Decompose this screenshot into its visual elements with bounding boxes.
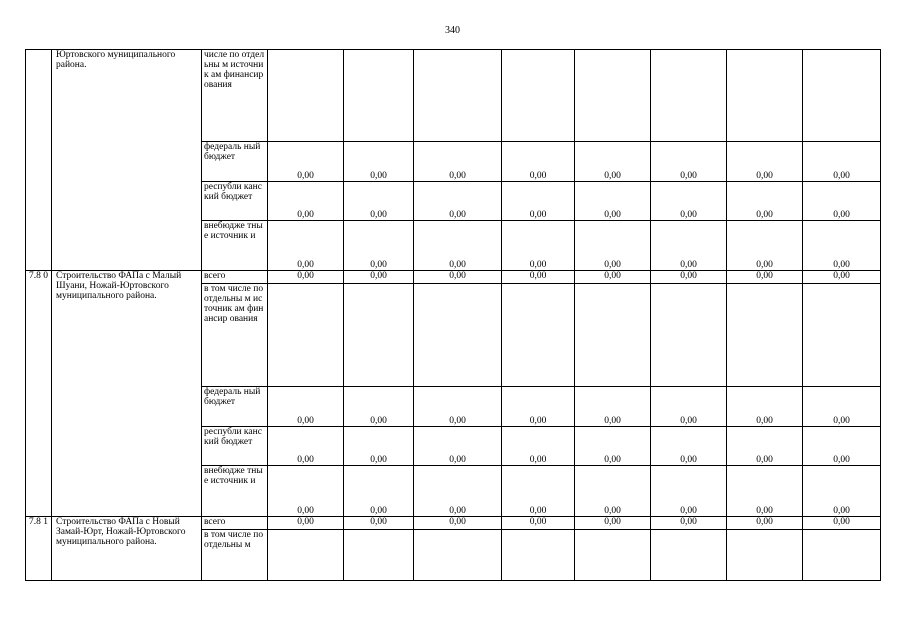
value-cell: 0,00 (268, 182, 344, 221)
value-cell: 0,00 (502, 221, 575, 271)
value-cell: 0,00 (268, 466, 344, 517)
value-cell: 0,00 (727, 387, 803, 427)
value-cell (502, 530, 575, 581)
value-cell: 0,00 (575, 221, 651, 271)
source-label-cell: внебюдже тные источник и (202, 221, 268, 271)
value-cell: 0,00 (414, 142, 502, 182)
value-cell: 0,00 (575, 427, 651, 466)
value-cell: 0,00 (575, 517, 651, 530)
value-cell (651, 284, 727, 387)
value-cell: 0,00 (803, 221, 881, 271)
row-index-cell: 7.8 0 (26, 271, 52, 517)
value-cell (344, 284, 414, 387)
value-cell: 0,00 (651, 271, 727, 284)
value-cell (575, 50, 651, 142)
table-row (26, 271, 881, 284)
value-cell (803, 530, 881, 581)
value-cell: 0,00 (502, 142, 575, 182)
value-cell: 0,00 (414, 427, 502, 466)
value-cell: 0,00 (344, 517, 414, 530)
value-cell: 0,00 (651, 517, 727, 530)
value-cell: 0,00 (803, 517, 881, 530)
value-cell (268, 284, 344, 387)
value-cell: 0,00 (651, 142, 727, 182)
source-label-cell: федераль ный бюджет (202, 387, 268, 427)
value-cell (268, 530, 344, 581)
value-cell: 0,00 (414, 271, 502, 284)
table-row (26, 517, 881, 530)
value-cell: 0,00 (344, 466, 414, 517)
value-cell (414, 530, 502, 581)
value-cell: 0,00 (414, 387, 502, 427)
value-cell (803, 284, 881, 387)
value-cell: 0,00 (803, 182, 881, 221)
value-cell: 0,00 (651, 387, 727, 427)
value-cell: 0,00 (575, 271, 651, 284)
source-label-cell: всего (202, 517, 268, 530)
value-cell: 0,00 (575, 466, 651, 517)
source-label-cell: республи канский бюджет (202, 427, 268, 466)
value-cell: 0,00 (268, 142, 344, 182)
value-cell: 0,00 (651, 221, 727, 271)
row-index-cell: 7.8 1 (26, 517, 52, 581)
value-cell (502, 284, 575, 387)
source-label-cell: в том числе по отдельны м (202, 530, 268, 581)
value-cell: 0,00 (575, 142, 651, 182)
value-cell (727, 284, 803, 387)
value-cell: 0,00 (268, 221, 344, 271)
value-cell (414, 284, 502, 387)
value-cell: 0,00 (575, 387, 651, 427)
value-cell: 0,00 (803, 427, 881, 466)
value-cell (414, 50, 502, 142)
value-cell: 0,00 (344, 271, 414, 284)
value-cell: 0,00 (268, 427, 344, 466)
value-cell: 0,00 (502, 517, 575, 530)
value-cell: 0,00 (502, 271, 575, 284)
value-cell: 0,00 (344, 427, 414, 466)
value-cell: 0,00 (414, 221, 502, 271)
source-label-cell: числе по отдельны м источник ам финансир ования (202, 50, 268, 142)
value-cell (575, 530, 651, 581)
value-cell: 0,00 (803, 271, 881, 284)
value-cell: 0,00 (268, 271, 344, 284)
value-cell (575, 284, 651, 387)
financing-table (25, 49, 881, 581)
value-cell: 0,00 (268, 517, 344, 530)
source-label-cell: федераль ный бюджет (202, 142, 268, 182)
value-cell (651, 530, 727, 581)
value-cell: 0,00 (502, 387, 575, 427)
value-cell (727, 50, 803, 142)
value-cell: 0,00 (575, 182, 651, 221)
table-row (26, 50, 881, 142)
source-label-cell: всего (202, 271, 268, 284)
value-cell: 0,00 (727, 221, 803, 271)
value-cell (502, 50, 575, 142)
value-cell: 0,00 (727, 142, 803, 182)
value-cell: 0,00 (414, 182, 502, 221)
value-cell (268, 50, 344, 142)
value-cell: 0,00 (727, 271, 803, 284)
value-cell (344, 50, 414, 142)
source-label-cell: в том числе по отдельны м источник ам финансир ования (202, 284, 268, 387)
value-cell: 0,00 (803, 466, 881, 517)
value-cell: 0,00 (727, 466, 803, 517)
value-cell: 0,00 (727, 517, 803, 530)
value-cell (344, 530, 414, 581)
value-cell: 0,00 (727, 182, 803, 221)
value-cell (651, 50, 727, 142)
page-number: 340 (445, 25, 460, 36)
value-cell: 0,00 (268, 387, 344, 427)
value-cell: 0,00 (414, 517, 502, 530)
source-label-cell: внебюдже тные источник и (202, 466, 268, 517)
value-cell: 0,00 (727, 427, 803, 466)
value-cell: 0,00 (344, 387, 414, 427)
source-label-cell: республи канский бюджет (202, 182, 268, 221)
value-cell: 0,00 (651, 466, 727, 517)
object-name-cell: Строительство ФАПа с Новый Замай-Юрт, Ножай-Юртовского муниципального района. (52, 517, 202, 581)
value-cell: 0,00 (651, 427, 727, 466)
value-cell: 0,00 (651, 182, 727, 221)
value-cell: 0,00 (344, 142, 414, 182)
value-cell: 0,00 (803, 142, 881, 182)
value-cell: 0,00 (502, 427, 575, 466)
value-cell: 0,00 (502, 182, 575, 221)
value-cell: 0,00 (344, 182, 414, 221)
value-cell: 0,00 (344, 221, 414, 271)
value-cell: 0,00 (803, 387, 881, 427)
value-cell: 0,00 (414, 466, 502, 517)
object-name-cell: Строительство ФАПа с Малый Шуани, Ножай-Юртовского муниципального района. (52, 271, 202, 517)
value-cell (803, 50, 881, 142)
value-cell (727, 530, 803, 581)
value-cell: 0,00 (502, 466, 575, 517)
row-index-cell (26, 50, 52, 271)
object-name-cell: Юртовского муниципального района. (52, 50, 202, 271)
